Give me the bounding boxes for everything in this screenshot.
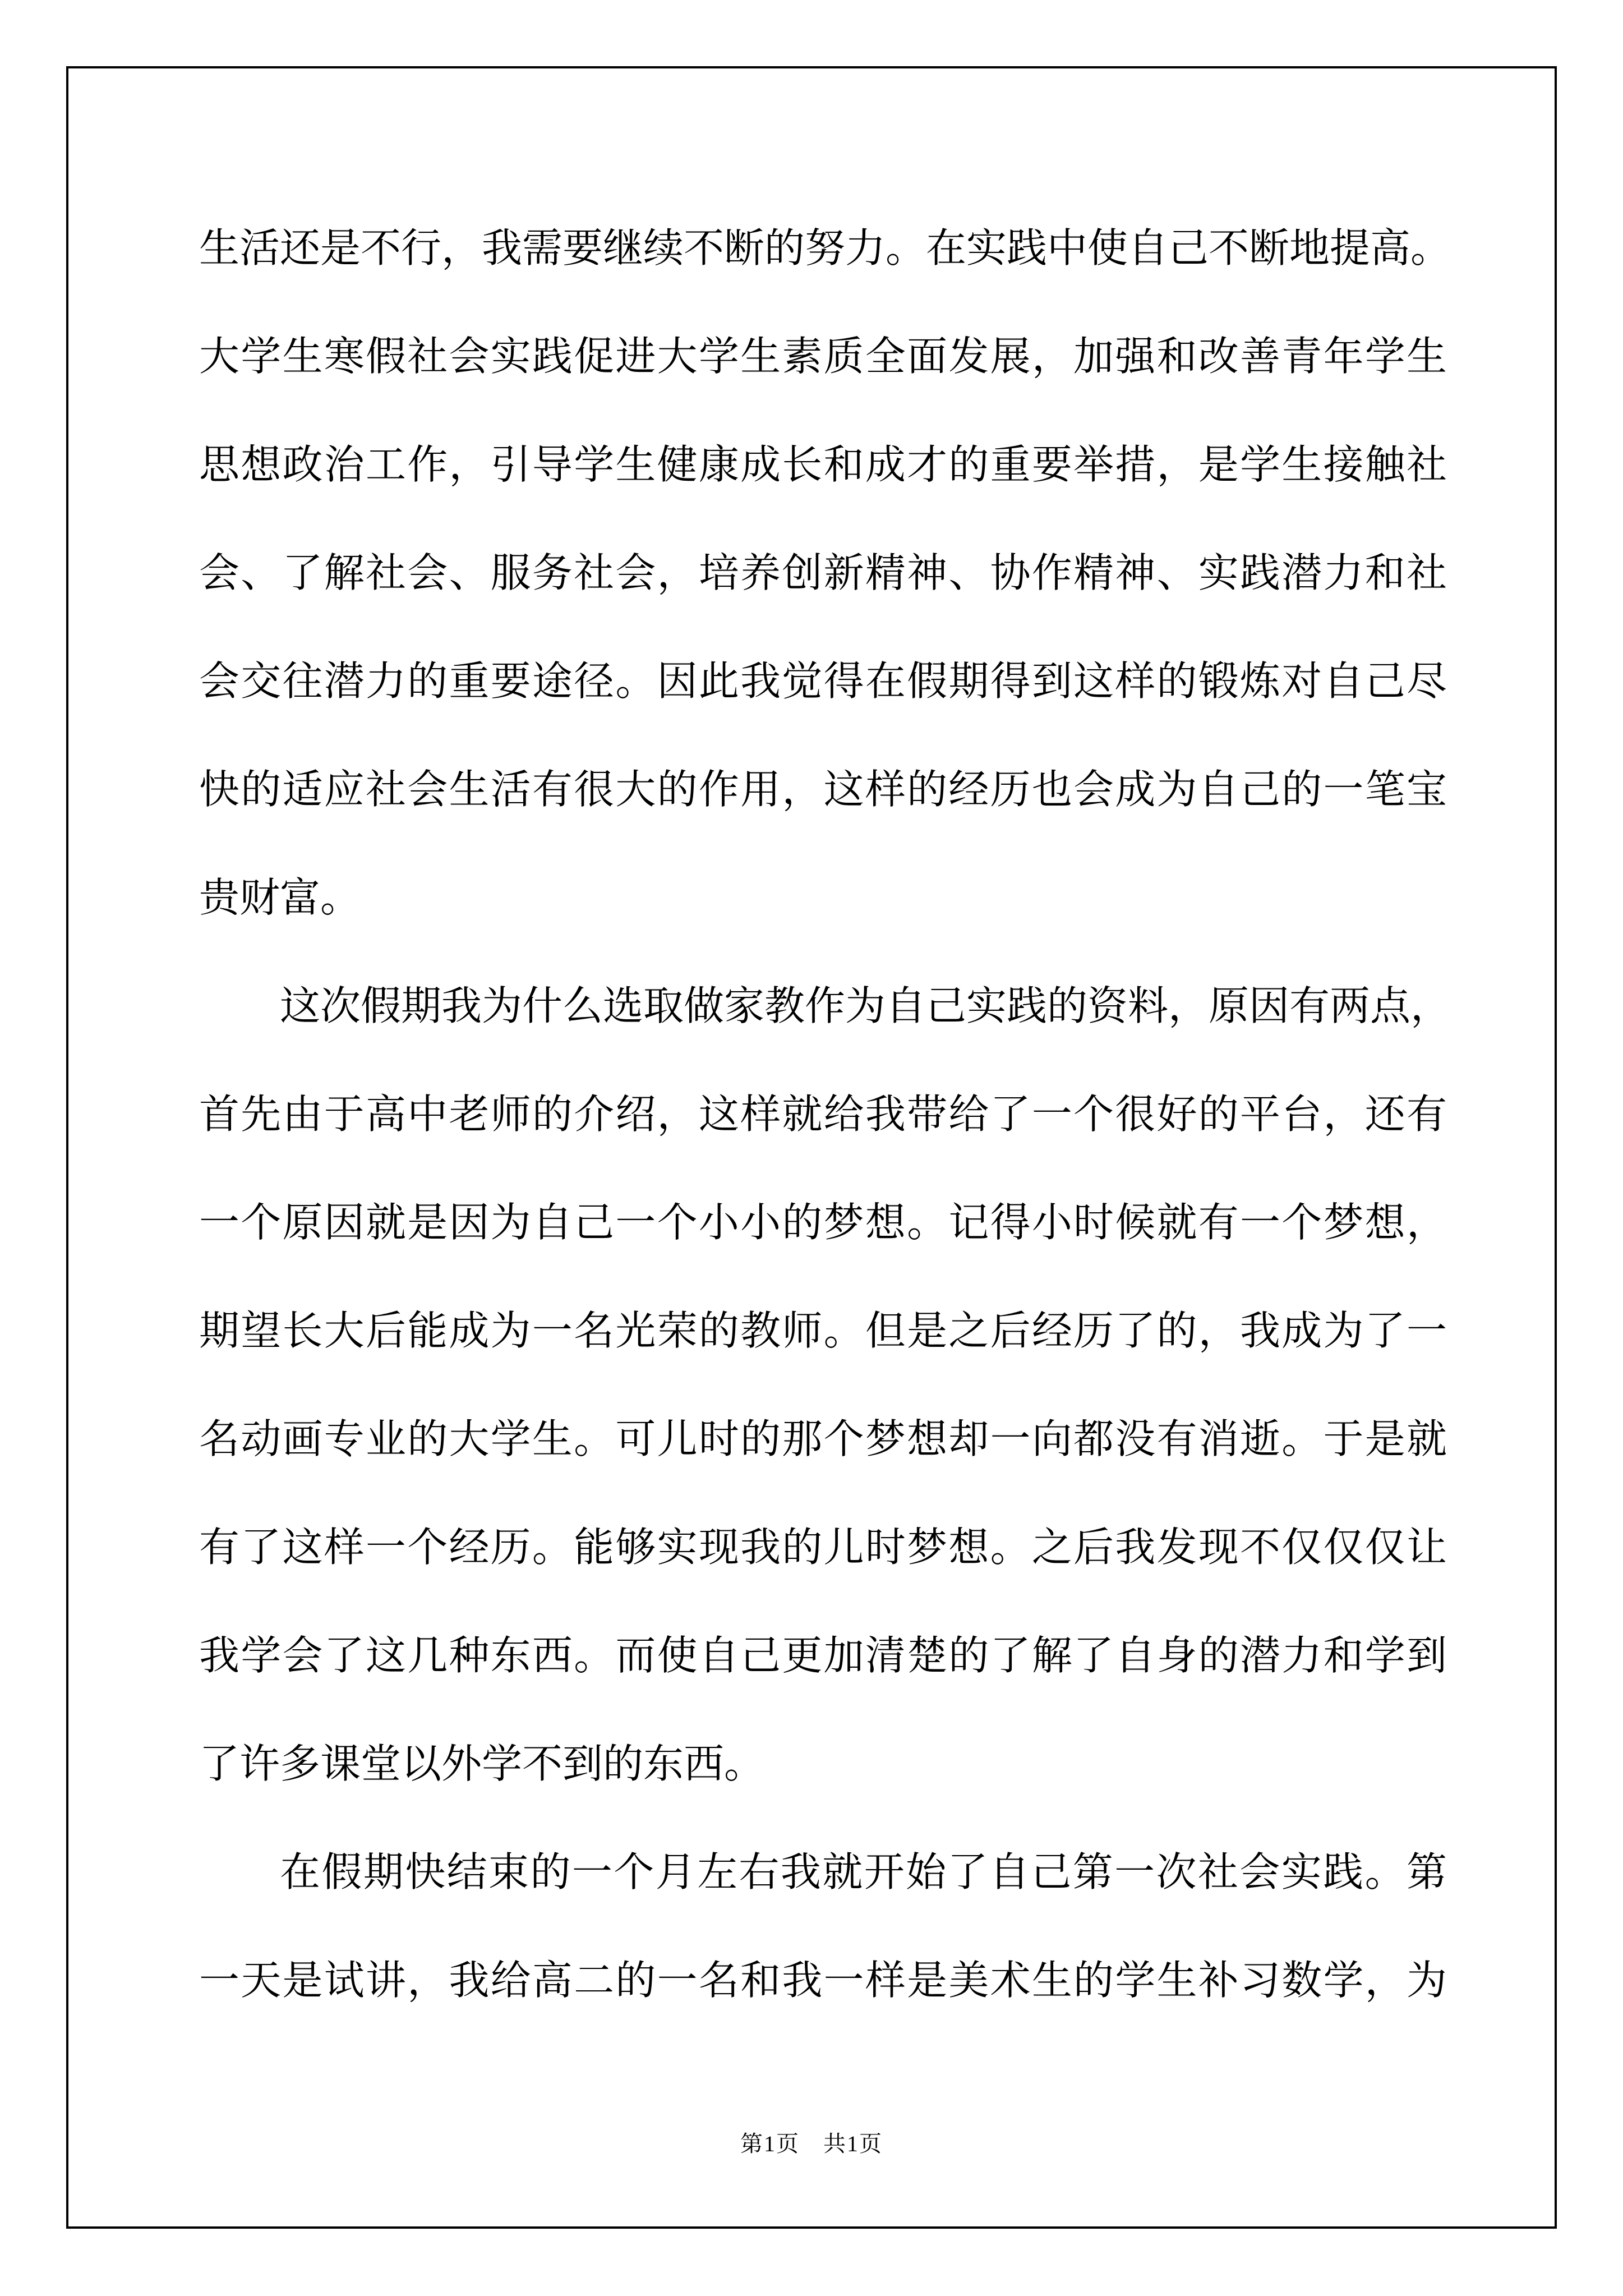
text-line: 会交往潜力的重要途径。因此我觉得在假期得到这样的锻炼对自己尽 bbox=[199, 659, 1447, 704]
text-line: 贵财富。 bbox=[199, 876, 361, 921]
text-line: 有了这样一个经历。能够实现我的儿时梦想。之后我发现不仅仅仅让 bbox=[199, 1525, 1447, 1570]
document-content bbox=[199, 195, 1451, 2035]
text-line: 我学会了这几种东西。而使自己更加清楚的了解了自身的潜力和学到 bbox=[199, 1634, 1447, 1678]
text-line: 一天是试讲，我给高二的一名和我一样是美术生的学生补习数学，为 bbox=[199, 1958, 1447, 2003]
text-line: 首先由于高中老师的介绍，这样就给我带给了一个很好的平台，还有 bbox=[199, 1092, 1447, 1137]
text-line: 期望长大后能成为一名光荣的教师。但是之后经历了的，我成为了一 bbox=[199, 1309, 1447, 1354]
paragraph bbox=[199, 953, 1451, 1819]
text-line: 名动画专业的大学生。可儿时的那个梦想却一向都没有消逝。于是就 bbox=[199, 1417, 1447, 1462]
text-line: 了许多课堂以外学不到的东西。 bbox=[199, 1742, 765, 1787]
page-number-footer: 第1页 共1页 bbox=[740, 2131, 883, 2156]
paragraph bbox=[199, 1819, 1447, 2035]
text-line: 思想政治工作，引导学生健康成长和成才的重要举措，是学生接触社 bbox=[199, 443, 1447, 487]
text-line: 在假期快结束的一个月左右我就开始了自己第一次社会实践。第 bbox=[280, 1850, 1447, 1895]
text-line: 会、了解社会、服务社会，培养创新精神、协作精神、实践潜力和社 bbox=[199, 551, 1447, 596]
text-line: 生活还是不行，我需要继续不断的努力。在实践中使自己不断地提高。 bbox=[199, 226, 1451, 271]
text-line: 这次假期我为什么选取做家教作为自己实践的资料，原因有两点， bbox=[280, 984, 1451, 1029]
text-line: 快的适应社会生活有很大的作用，这样的经历也会成为自己的一笔宝 bbox=[199, 767, 1447, 812]
paragraph bbox=[199, 195, 1451, 953]
text-line: 一个原因就是因为自己一个小小的梦想。记得小时候就有一个梦想， bbox=[199, 1200, 1447, 1245]
text-line: 大学生寒假社会实践促进大学生素质全面发展，加强和改善青年学生 bbox=[199, 334, 1447, 379]
